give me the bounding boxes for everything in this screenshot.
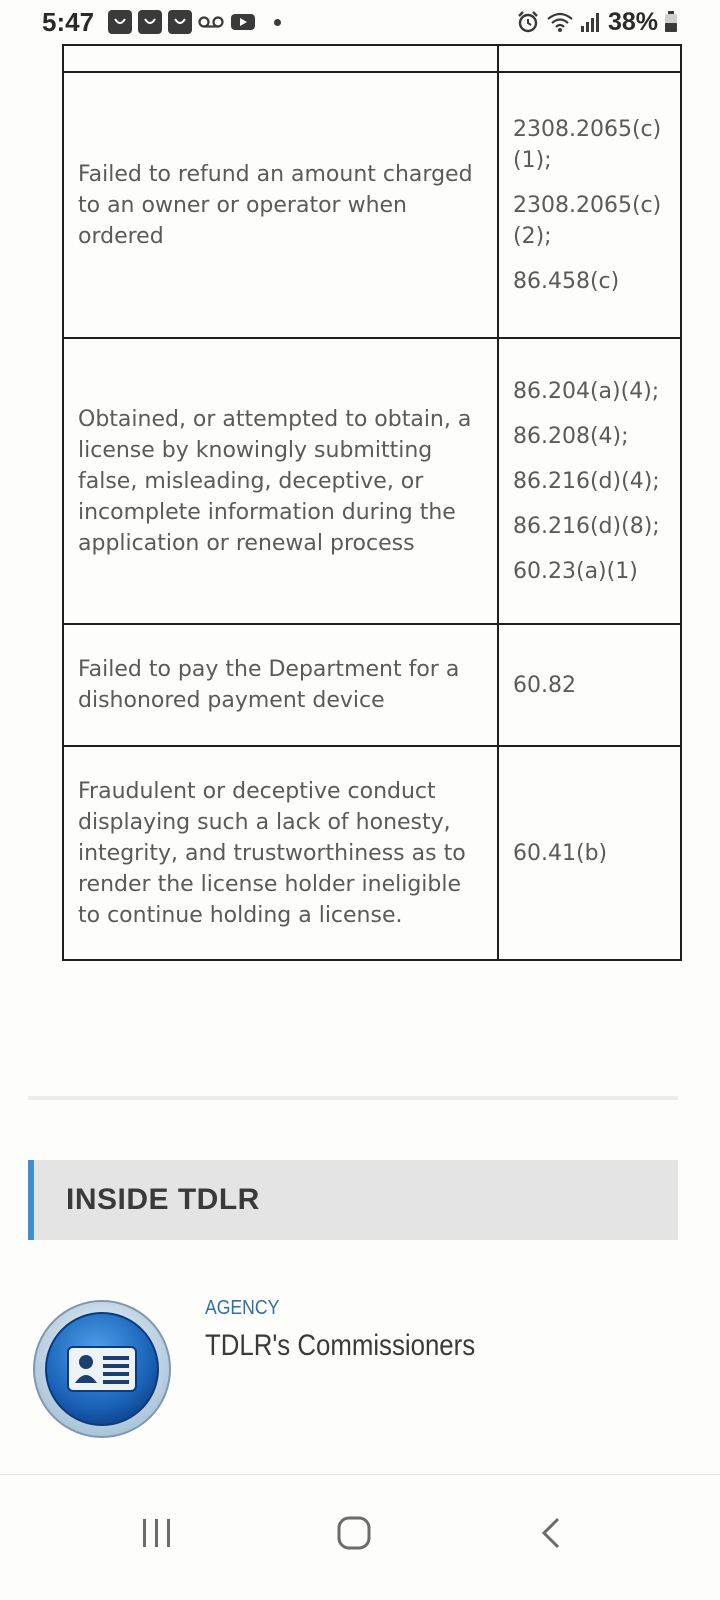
youtube-icon bbox=[230, 12, 256, 32]
id-card-icon[interactable] bbox=[32, 1299, 172, 1439]
status-bar bbox=[0, 0, 720, 44]
statute-code: 86.204(a)(4); bbox=[513, 378, 660, 404]
table-cell-code bbox=[498, 72, 681, 338]
violation-description: Fraudulent or deceptive conduct displaying such a lack of honesty, integrity, and trustworthiness as to render the license holder ineligible to continue holding a license. bbox=[78, 778, 466, 928]
table-row bbox=[63, 338, 681, 624]
voicemail-icon bbox=[198, 14, 224, 30]
table-cell-description bbox=[63, 338, 498, 624]
smile-notification-icon bbox=[168, 10, 192, 34]
tdlr-commissioners-link[interactable]: TDLR's Commissioners bbox=[205, 1329, 476, 1362]
battery-icon bbox=[664, 11, 678, 33]
statute-code: 2308.2065(c)(1); bbox=[513, 116, 662, 173]
table-row bbox=[63, 624, 681, 746]
table-row bbox=[63, 746, 681, 960]
more-notifications-dot bbox=[274, 19, 281, 26]
home-icon[interactable] bbox=[324, 1503, 384, 1563]
battery-percentage: 38% bbox=[607, 7, 658, 36]
statute-code: 2308.2065(c)(2); bbox=[513, 192, 662, 249]
table-cell-description bbox=[63, 45, 498, 72]
statute-code: 86.216(d)(8); bbox=[513, 513, 660, 539]
table-cell-description bbox=[63, 624, 498, 746]
smile-notification-icon bbox=[138, 10, 162, 34]
statute-code: 60.41(b) bbox=[513, 840, 608, 866]
violations-table bbox=[62, 44, 682, 961]
recent-apps-icon[interactable] bbox=[127, 1503, 187, 1563]
agency-card[interactable] bbox=[28, 1295, 678, 1445]
inside-tdlr-header bbox=[28, 1160, 678, 1240]
table-cell-description bbox=[63, 72, 498, 338]
table-cell-code bbox=[498, 338, 681, 624]
statute-code: 86.208(4); bbox=[513, 423, 629, 449]
navigation-bar bbox=[0, 1474, 720, 1600]
table-cell-description bbox=[63, 746, 498, 960]
wifi-icon bbox=[546, 11, 574, 33]
agency-category-label: AGENCY bbox=[205, 1297, 280, 1319]
violation-description: Failed to pay the Department for a dishonored payment device bbox=[78, 657, 460, 713]
back-icon[interactable] bbox=[521, 1503, 581, 1563]
violation-description: Obtained, or attempted to obtain, a license by knowingly submitting false, misleading, deceptive, or incomplete information during the application or renewal process bbox=[78, 406, 472, 556]
statute-code: 60.82 bbox=[513, 672, 576, 698]
table-cell-code bbox=[498, 624, 681, 746]
table-cell-code bbox=[498, 45, 681, 72]
section-title: INSIDE TDLR bbox=[66, 1183, 260, 1216]
status-left bbox=[42, 7, 281, 38]
violations-table-wrapper bbox=[62, 44, 680, 961]
signal-icon bbox=[580, 11, 602, 33]
statute-code: 60.23(a)(1) bbox=[513, 558, 638, 584]
table-cell-code bbox=[498, 746, 681, 960]
alarm-icon bbox=[516, 10, 540, 34]
section-divider bbox=[28, 1096, 678, 1100]
statute-code: 86.458(c) bbox=[513, 268, 620, 294]
statute-code: 86.216(d)(4); bbox=[513, 468, 660, 494]
table-row bbox=[63, 45, 681, 72]
status-time: 5:47 bbox=[42, 6, 95, 37]
table-row bbox=[63, 72, 681, 338]
violation-description: Failed to refund an amount charged to an owner or operator when ordered bbox=[78, 161, 473, 249]
smile-notification-icon bbox=[108, 10, 132, 34]
status-right bbox=[516, 8, 678, 37]
